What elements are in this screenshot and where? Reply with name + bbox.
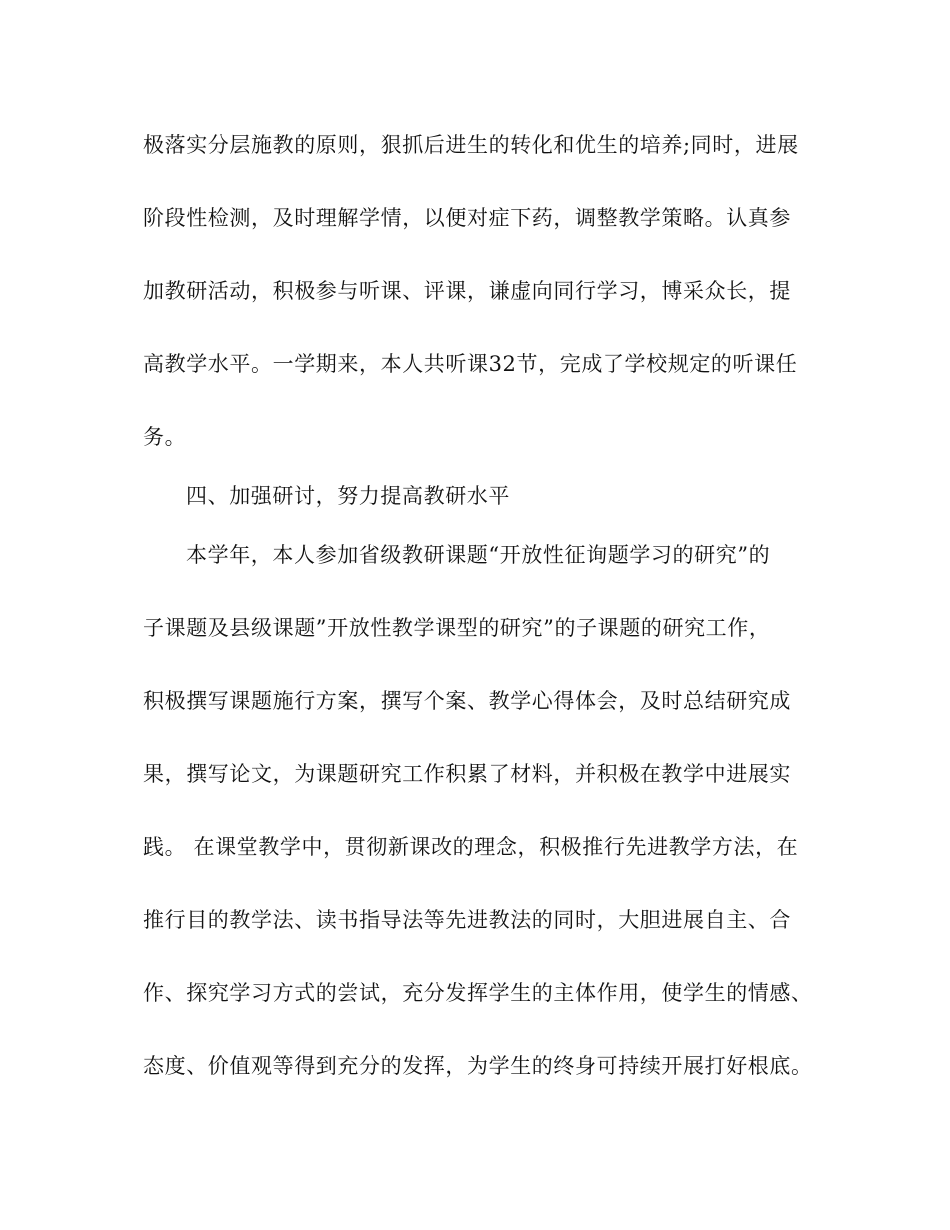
- text-line: 加教研活动，积极参与听课、评课，谦虚向同行学习，博采众长，提: [143, 279, 791, 303]
- text-line: 态度、价值观等得到充分的发挥，为学生的终身可持续开展打好根底。: [143, 1054, 813, 1078]
- text-line: 推行目的教学法、读书指导法等先进教法的同时，大胆进展自主、合: [143, 908, 791, 932]
- text-line: 阶段性检测，及时理解学情，以便对症下药，调整教学策略。认真参: [143, 206, 791, 230]
- text-line: 高教学水平。一学期来，本人共听课32节，完成了学校规定的听课任: [143, 352, 798, 376]
- text-line: 践。 在课堂教学中，贯彻新课改的理念，积极推行先进教学方法，在: [143, 835, 799, 859]
- text-line: 积极撰写课题施行方案，撰写个案、教学心得体会，及时总结研究成: [143, 689, 791, 713]
- text-line: 务。: [143, 425, 187, 449]
- section-heading: 四、加强研讨，努力提高教研水平: [186, 484, 510, 508]
- text-line: 作、探究学习方式的尝试，充分发挥学生的主体作用，使学生的情感、: [143, 981, 813, 1005]
- text-line: 子课题及县级课题”开放性教学课型的研究”的子课题的研究工作，: [143, 616, 771, 640]
- text-line: 果，撰写论文，为课题研究工作积累了材料，并积极在教学中进展实: [143, 762, 791, 786]
- text-line: 极落实分层施教的原则，狠抓后进生的转化和优生的培养;同时，进展: [143, 133, 799, 157]
- text-line: 本学年，本人参加省级教研课题“开放性征询题学习的研究”的: [186, 543, 771, 567]
